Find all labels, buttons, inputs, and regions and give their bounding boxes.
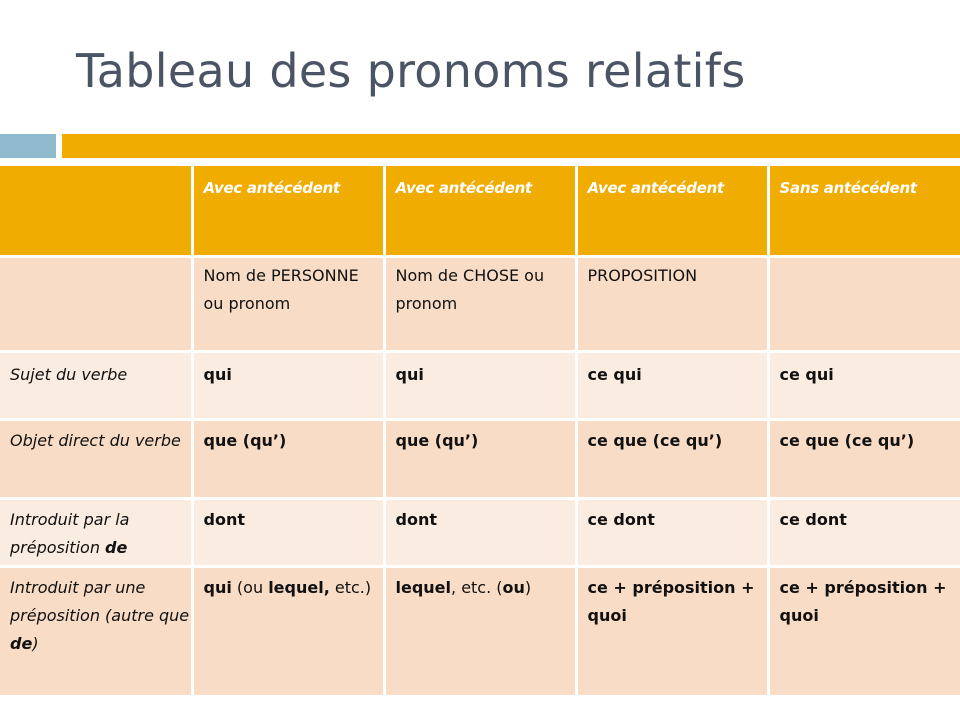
cell-bold-part: lequel xyxy=(395,577,452,597)
table-row xyxy=(0,566,960,696)
cell-bold-part: ou xyxy=(502,577,525,597)
cell-bold-part: lequel, xyxy=(268,577,330,597)
table-cell xyxy=(192,566,384,696)
table-row xyxy=(0,419,960,498)
table-cell: ce que (ce qu’) xyxy=(576,419,768,498)
subheader-cell-empty xyxy=(768,256,960,351)
cell-plain-part: , etc. ( xyxy=(451,577,503,597)
accent-bar-left xyxy=(0,134,56,158)
table-cell: ce qui xyxy=(768,351,960,419)
table-cell: qui xyxy=(192,351,384,419)
header-cell: Avec antécédent xyxy=(192,166,384,256)
subheader-cell-empty xyxy=(0,256,192,351)
row-label xyxy=(0,566,192,696)
subheader-cell: Nom de CHOSE ou pronom xyxy=(384,256,576,351)
header-cell-empty xyxy=(0,166,192,256)
row-label: Sujet du verbe xyxy=(0,351,192,419)
cell-plain-part: etc.) xyxy=(334,577,372,597)
relative-pronouns-table xyxy=(0,166,960,698)
table-cell: que (qu’) xyxy=(192,419,384,498)
table-cell: ce + préposition + quoi xyxy=(576,566,768,696)
table-cell: ce dont xyxy=(768,498,960,566)
header-cell: Avec antécédent xyxy=(576,166,768,256)
row-label-emphasis: de xyxy=(105,537,128,557)
row-label: Objet direct du verbe xyxy=(0,419,192,498)
table-cell: ce + préposition + quoi xyxy=(768,566,960,696)
row-label-emphasis: de xyxy=(10,633,33,653)
subheader-cell: PROPOSITION xyxy=(576,256,768,351)
cell-plain-part: (ou xyxy=(236,577,264,597)
row-label-text: Introduit par une préposition (autre que xyxy=(10,577,190,625)
cell-bold-part: qui xyxy=(203,577,232,597)
table-row xyxy=(0,498,960,566)
table-cell xyxy=(384,566,576,696)
table-cell: dont xyxy=(192,498,384,566)
row-label xyxy=(0,498,192,566)
table-cell: ce dont xyxy=(576,498,768,566)
accent-bar-right xyxy=(62,134,960,158)
cell-plain-part: ) xyxy=(524,577,532,597)
table-row xyxy=(0,351,960,419)
row-label-text: Introduit par la préposition xyxy=(10,509,130,557)
table-subheader-row xyxy=(0,256,960,351)
header-cell: Sans antécédent xyxy=(768,166,960,256)
header-cell: Avec antécédent xyxy=(384,166,576,256)
table-cell: ce qui xyxy=(576,351,768,419)
table-cell: dont xyxy=(384,498,576,566)
page-title: Tableau des pronoms relatifs xyxy=(76,44,746,98)
table-cell: qui xyxy=(384,351,576,419)
table-cell: que (qu’) xyxy=(384,419,576,498)
row-label-text-end: ) xyxy=(32,633,39,653)
table-header-row xyxy=(0,166,960,256)
table-cell: ce que (ce qu’) xyxy=(768,419,960,498)
subheader-cell: Nom de PERSONNE ou pronom xyxy=(192,256,384,351)
